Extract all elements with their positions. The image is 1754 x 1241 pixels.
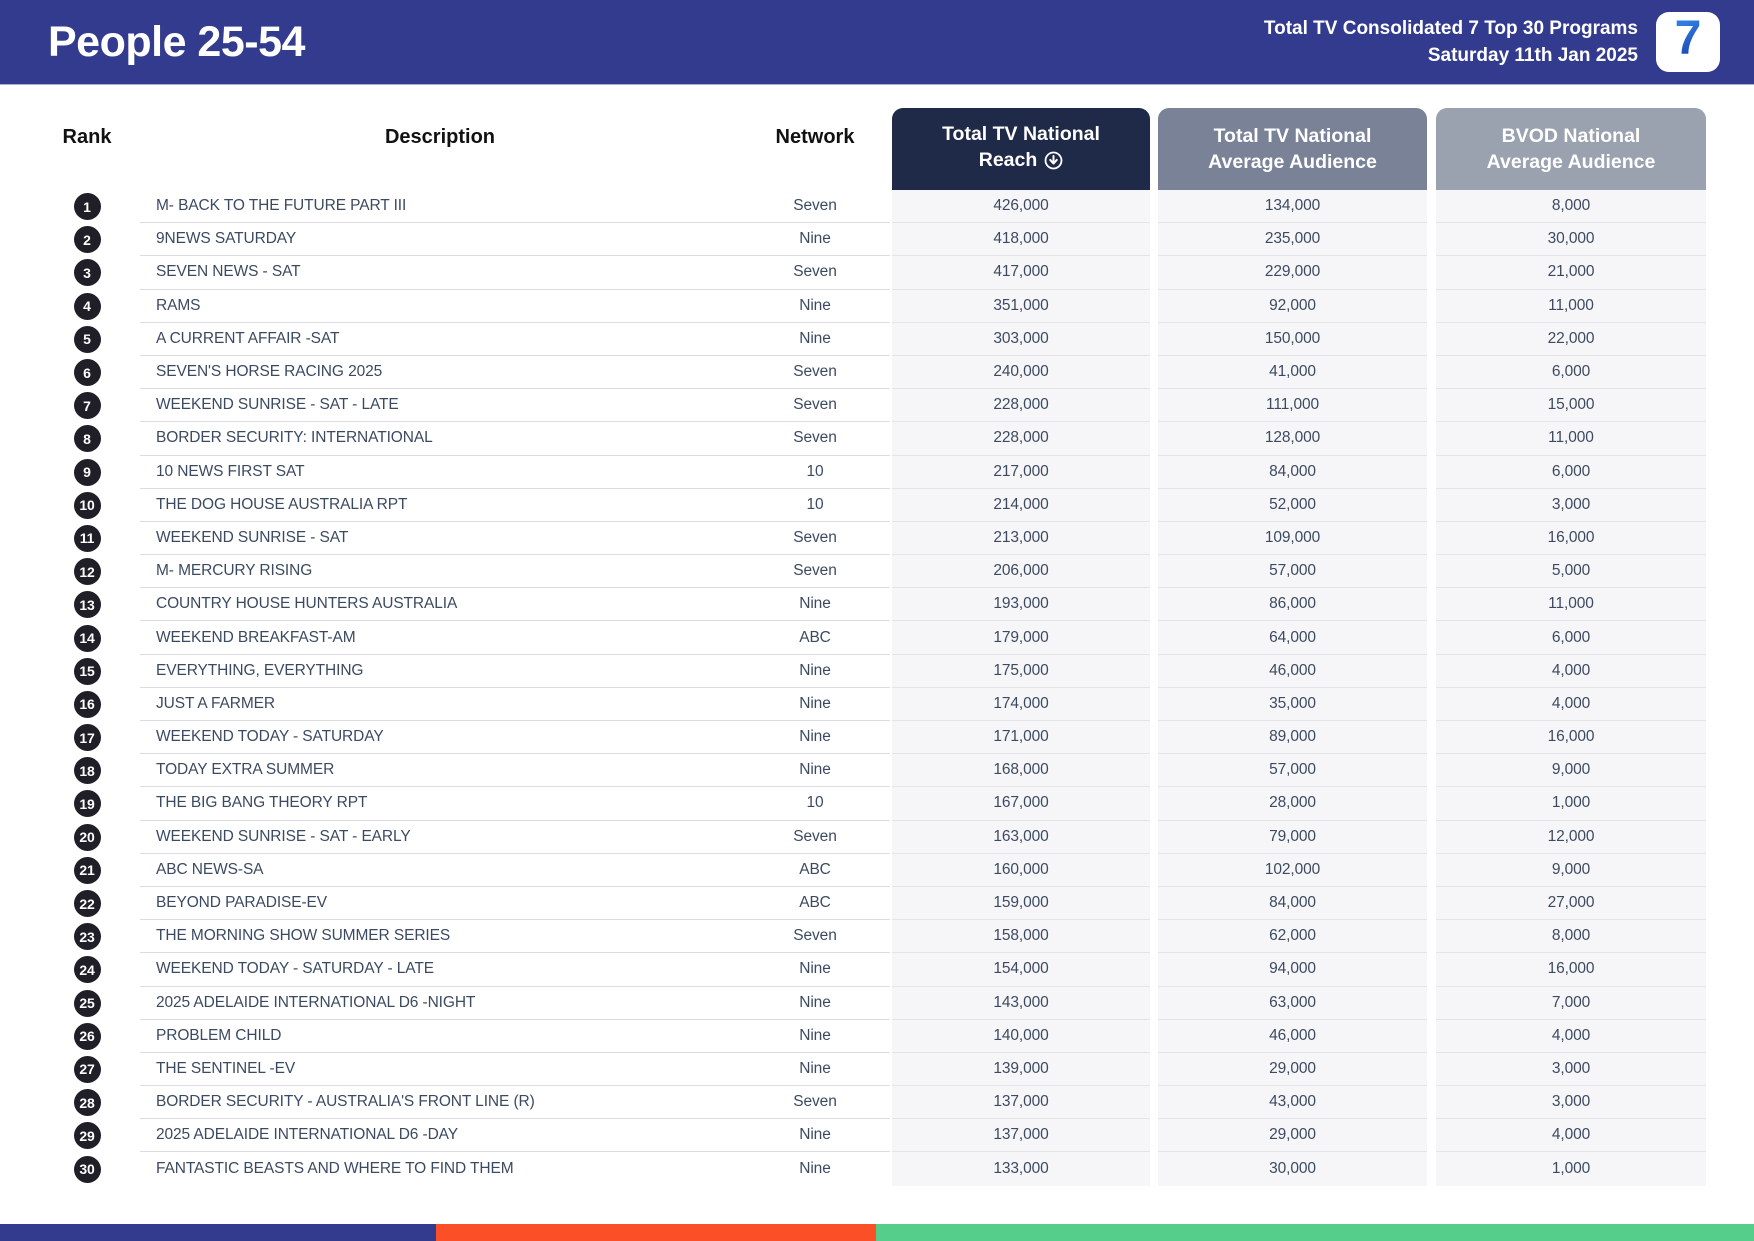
- table-row: [0, 223, 1754, 256]
- program-description: WEEKEND TODAY - SATURDAY - LATE: [140, 953, 740, 986]
- rank-cell: [0, 290, 140, 323]
- rank-cell: [0, 1119, 140, 1152]
- rank-cell: [0, 688, 140, 721]
- network-name: Nine: [740, 1020, 890, 1053]
- program-description: THE BIG BANG THEORY RPT: [140, 787, 740, 820]
- bvod-avg-value: 30,000: [1436, 223, 1706, 256]
- bvod-avg-value: 1,000: [1436, 787, 1706, 820]
- reach-value: 213,000: [892, 522, 1150, 555]
- column-header-rank: Rank: [62, 126, 112, 148]
- ttv-avg-value: 29,000: [1158, 1053, 1427, 1086]
- rank-badge: 12: [74, 558, 101, 585]
- table-row: [0, 920, 1754, 953]
- network-name: ABC: [740, 621, 890, 654]
- column-header-total-tv-average: [1158, 108, 1427, 190]
- rank-badge: 5: [74, 326, 101, 353]
- reach-value: 143,000: [892, 987, 1150, 1020]
- seven-network-logo: [1656, 12, 1720, 72]
- ttv-avg-value: 150,000: [1158, 323, 1427, 356]
- table-row: [0, 953, 1754, 986]
- program-description: JUST A FARMER: [140, 688, 740, 721]
- column-header-description: Description: [384, 126, 496, 148]
- footer-bar-orange-segment: [436, 1224, 876, 1241]
- rank-cell: [0, 821, 140, 854]
- table-row: [0, 555, 1754, 588]
- rank-cell: [0, 190, 140, 223]
- bvod-avg-value: 5,000: [1436, 555, 1706, 588]
- reach-value: 228,000: [892, 422, 1150, 455]
- reach-value: 240,000: [892, 356, 1150, 389]
- network-name: Nine: [740, 290, 890, 323]
- rank-badge: 30: [74, 1156, 101, 1183]
- ttv-avg-value: 62,000: [1158, 920, 1427, 953]
- reach-value: 139,000: [892, 1053, 1150, 1086]
- table-row: [0, 621, 1754, 654]
- rank-cell: [0, 323, 140, 356]
- rank-badge: 21: [74, 857, 101, 884]
- ttv-avg-value: 229,000: [1158, 256, 1427, 289]
- table-row: [0, 190, 1754, 223]
- program-description: SEVEN'S HORSE RACING 2025: [140, 356, 740, 389]
- bvod-avg-value: 11,000: [1436, 588, 1706, 621]
- reach-value: 417,000: [892, 256, 1150, 289]
- rank-cell: [0, 1053, 140, 1086]
- table-row: [0, 489, 1754, 522]
- reach-value: 171,000: [892, 721, 1150, 754]
- rank-badge: 19: [74, 790, 101, 817]
- reach-value: 217,000: [892, 456, 1150, 489]
- ttv-avg-value: 46,000: [1158, 655, 1427, 688]
- program-description: BEYOND PARADISE-EV: [140, 887, 740, 920]
- reach-value: 159,000: [892, 887, 1150, 920]
- bvod-avg-value: 4,000: [1436, 1119, 1706, 1152]
- bvod-avg-value: 4,000: [1436, 655, 1706, 688]
- network-name: Seven: [740, 356, 890, 389]
- program-description: EVERYTHING, EVERYTHING: [140, 655, 740, 688]
- bvod-avg-value: 15,000: [1436, 389, 1706, 422]
- bvod-avg-value: 21,000: [1436, 256, 1706, 289]
- rank-cell: [0, 953, 140, 986]
- program-description: FANTASTIC BEASTS AND WHERE TO FIND THEM: [156, 1160, 514, 1178]
- ttv-avg-value: 109,000: [1158, 522, 1427, 555]
- ttv-avg-value: 28,000: [1158, 787, 1427, 820]
- rank-badge: 11: [74, 525, 101, 552]
- rank-cell: [0, 655, 140, 688]
- rank-cell: [0, 920, 140, 953]
- network-name: Nine: [740, 655, 890, 688]
- network-name: Nine: [740, 987, 890, 1020]
- bvod-avg-value: 4,000: [1436, 1020, 1706, 1053]
- ttv-avg-value: 84,000: [1158, 456, 1427, 489]
- reach-value: 133,000: [892, 1152, 1150, 1185]
- table-body: [0, 190, 1754, 1186]
- rank-cell: [0, 256, 140, 289]
- rank-badge: 7: [74, 392, 101, 419]
- ttv-avg-value: 84,000: [1158, 887, 1427, 920]
- bvod-avg-value: 3,000: [1436, 1053, 1706, 1086]
- ttv-avg-value: 86,000: [1158, 588, 1427, 621]
- column-header-network: Network: [775, 126, 855, 148]
- program-description: BORDER SECURITY: INTERNATIONAL: [140, 422, 740, 455]
- ttv-avg-value: 43,000: [1158, 1086, 1427, 1119]
- ttv-avg-value: 29,000: [1158, 1119, 1427, 1152]
- reach-value: 174,000: [892, 688, 1150, 721]
- bvod-avg-value: 6,000: [1436, 621, 1706, 654]
- rank-badge: 23: [74, 923, 101, 950]
- network-name: Nine: [740, 323, 890, 356]
- ttv-avg-value: 57,000: [1158, 754, 1427, 787]
- table-row: [0, 522, 1754, 555]
- network-name: 10: [740, 787, 890, 820]
- table-row: [0, 323, 1754, 356]
- ttv-avg-value: 134,000: [1158, 190, 1427, 223]
- reach-header-line1: Total TV National: [942, 123, 1100, 145]
- circle-arrow-down-icon: [1044, 151, 1063, 177]
- column-header-bvod-average: [1436, 108, 1706, 190]
- program-description: 2025 ADELAIDE INTERNATIONAL D6 -DAY: [140, 1119, 740, 1152]
- network-name: Nine: [740, 1053, 890, 1086]
- rank-badge: 18: [74, 757, 101, 784]
- bvod-avg-value: 11,000: [1436, 422, 1706, 455]
- rank-cell: [0, 754, 140, 787]
- program-description: PROBLEM CHILD: [140, 1020, 740, 1053]
- rank-badge: 28: [74, 1089, 101, 1116]
- rank-badge: 26: [74, 1023, 101, 1050]
- footer-color-bar: [0, 1224, 1754, 1241]
- reach-value: 167,000: [892, 787, 1150, 820]
- ttv-avg-value: 79,000: [1158, 821, 1427, 854]
- bvod-header-line1: BVOD National: [1501, 125, 1641, 147]
- bvod-avg-value: 3,000: [1436, 489, 1706, 522]
- bvod-avg-value: 8,000: [1436, 190, 1706, 223]
- program-description: WEEKEND SUNRISE - SAT - EARLY: [140, 821, 740, 854]
- rank-badge: 3: [74, 259, 101, 286]
- rank-badge: 4: [74, 293, 101, 320]
- network-name: Nine: [740, 721, 890, 754]
- rank-badge: 17: [74, 724, 101, 751]
- ttv-avg-value: 64,000: [1158, 621, 1427, 654]
- footer-bar-green-segment: [876, 1224, 1754, 1241]
- reach-value: 206,000: [892, 555, 1150, 588]
- table-row: [0, 256, 1754, 289]
- rank-cell: [0, 522, 140, 555]
- reach-value: 228,000: [892, 389, 1150, 422]
- bvod-avg-value: 9,000: [1436, 854, 1706, 887]
- rank-badge: 1: [74, 193, 101, 220]
- bvod-avg-value: 8,000: [1436, 920, 1706, 953]
- program-description: 9NEWS SATURDAY: [140, 223, 740, 256]
- rank-cell: [0, 223, 140, 256]
- network-name: Seven: [740, 522, 890, 555]
- ttv-avg-value: 94,000: [1158, 953, 1427, 986]
- bvod-header-line2: Average Audience: [1486, 151, 1656, 173]
- rank-badge: 8: [74, 425, 101, 452]
- table-row: [0, 754, 1754, 787]
- network-name: Nine: [740, 1119, 890, 1152]
- rank-badge: 20: [74, 824, 101, 851]
- program-description: WEEKEND SUNRISE - SAT: [140, 522, 740, 555]
- rank-cell: [0, 854, 140, 887]
- ttv-header-line1: Total TV National: [1213, 125, 1372, 147]
- rank-cell: [0, 1086, 140, 1119]
- page-title: People 25-54: [48, 17, 305, 66]
- rank-badge: 25: [74, 990, 101, 1017]
- program-description: M- BACK TO THE FUTURE PART III: [140, 190, 740, 223]
- ttv-avg-value: 41,000: [1158, 356, 1427, 389]
- program-description: WEEKEND TODAY - SATURDAY: [140, 721, 740, 754]
- table-row: [0, 1152, 1754, 1185]
- rank-cell: [0, 987, 140, 1020]
- report-subtitle-line2: Saturday 11th Jan 2025: [1427, 45, 1638, 66]
- rank-cell: [0, 721, 140, 754]
- rank-badge: 15: [74, 658, 101, 685]
- footer-bar-blue-segment: [0, 1224, 436, 1241]
- network-name: Seven: [740, 821, 890, 854]
- network-name: Nine: [740, 953, 890, 986]
- reach-value: 175,000: [892, 655, 1150, 688]
- ttv-avg-value: 111,000: [1158, 389, 1427, 422]
- rank-cell: [0, 1020, 140, 1053]
- network-name: 10: [740, 489, 890, 522]
- column-header-total-tv-reach[interactable]: [892, 108, 1150, 190]
- rank-cell: [0, 621, 140, 654]
- network-name: Seven: [740, 555, 890, 588]
- reach-value: 351,000: [892, 290, 1150, 323]
- ttv-avg-value: 35,000: [1158, 688, 1427, 721]
- bvod-avg-value: 6,000: [1436, 356, 1706, 389]
- program-description: RAMS: [140, 290, 740, 323]
- program-description: THE DOG HOUSE AUSTRALIA RPT: [140, 489, 740, 522]
- table-row: [0, 389, 1754, 422]
- rank-badge: 6: [74, 359, 101, 386]
- rank-cell: [0, 1152, 140, 1185]
- bvod-avg-value: 3,000: [1436, 1086, 1706, 1119]
- network-name: Seven: [740, 920, 890, 953]
- table-row: [0, 655, 1754, 688]
- table-row: [0, 456, 1754, 489]
- network-name: Nine: [740, 223, 890, 256]
- bvod-avg-value: 7,000: [1436, 987, 1706, 1020]
- network-name: Seven: [740, 389, 890, 422]
- program-description: THE SENTINEL -EV: [140, 1053, 740, 1086]
- report-subtitle-line1: Total TV Consolidated 7 Top 30 Programs: [1263, 18, 1638, 39]
- reach-value: 168,000: [892, 754, 1150, 787]
- reach-value: 303,000: [892, 323, 1150, 356]
- rank-badge: 24: [74, 956, 101, 983]
- rank-cell: [0, 456, 140, 489]
- rank-cell: [0, 389, 140, 422]
- reach-header-line2: Reach: [979, 147, 1064, 177]
- bvod-avg-value: 11,000: [1436, 290, 1706, 323]
- program-description: ABC NEWS-SA: [140, 854, 740, 887]
- program-description: 2025 ADELAIDE INTERNATIONAL D6 -NIGHT: [140, 987, 740, 1020]
- network-name: 10: [740, 456, 890, 489]
- rank-cell: [0, 422, 140, 455]
- reach-value: 137,000: [892, 1119, 1150, 1152]
- ttv-avg-value: 92,000: [1158, 290, 1427, 323]
- reach-value: 193,000: [892, 588, 1150, 621]
- program-description: WEEKEND SUNRISE - SAT - LATE: [140, 389, 740, 422]
- ttv-avg-value: 89,000: [1158, 721, 1427, 754]
- reach-value: 154,000: [892, 953, 1150, 986]
- rank-cell: [0, 555, 140, 588]
- table-row: [0, 887, 1754, 920]
- ttv-avg-value: 63,000: [1158, 987, 1427, 1020]
- network-name: Seven: [740, 190, 890, 223]
- reach-value: 426,000: [892, 190, 1150, 223]
- rank-cell: [0, 588, 140, 621]
- rank-cell: [0, 887, 140, 920]
- reach-value: 158,000: [892, 920, 1150, 953]
- ttv-avg-value: 30,000: [1158, 1152, 1427, 1185]
- bvod-avg-value: 16,000: [1436, 953, 1706, 986]
- table-row: [0, 721, 1754, 754]
- program-description: 10 NEWS FIRST SAT: [140, 456, 740, 489]
- network-name: ABC: [740, 854, 890, 887]
- rank-badge: 9: [74, 459, 101, 486]
- program-description: COUNTRY HOUSE HUNTERS AUSTRALIA: [140, 588, 740, 621]
- bvod-avg-value: 12,000: [1436, 821, 1706, 854]
- network-name: Seven: [740, 256, 890, 289]
- network-name: ABC: [740, 887, 890, 920]
- rank-badge: 2: [74, 226, 101, 253]
- table-row: [0, 1119, 1754, 1152]
- bvod-avg-value: 22,000: [1436, 323, 1706, 356]
- program-description: BORDER SECURITY - AUSTRALIA'S FRONT LINE (R): [140, 1086, 740, 1119]
- table-header: [0, 85, 1754, 190]
- table-row: [0, 588, 1754, 621]
- network-name: Seven: [740, 1086, 890, 1119]
- program-description: THE MORNING SHOW SUMMER SERIES: [140, 920, 740, 953]
- table-row: [0, 854, 1754, 887]
- program-description: WEEKEND BREAKFAST-AM: [140, 621, 740, 654]
- reach-value: 140,000: [892, 1020, 1150, 1053]
- ttv-avg-value: 46,000: [1158, 1020, 1427, 1053]
- bvod-avg-value: 27,000: [1436, 887, 1706, 920]
- reach-value: 214,000: [892, 489, 1150, 522]
- ttv-avg-value: 102,000: [1158, 854, 1427, 887]
- program-description: TODAY EXTRA SUMMER: [140, 754, 740, 787]
- table-row: [0, 422, 1754, 455]
- program-description: SEVEN NEWS - SAT: [140, 256, 740, 289]
- ttv-avg-value: 52,000: [1158, 489, 1427, 522]
- bvod-avg-value: 16,000: [1436, 721, 1706, 754]
- reach-value: 163,000: [892, 821, 1150, 854]
- table-row: [0, 987, 1754, 1020]
- ttv-avg-value: 57,000: [1158, 555, 1427, 588]
- rank-badge: 14: [74, 625, 101, 652]
- seven-logo-glyph: 7: [1675, 15, 1702, 69]
- rank-badge: 10: [74, 492, 101, 519]
- rank-badge: 16: [74, 691, 101, 718]
- table-row: [0, 688, 1754, 721]
- table-row: [0, 821, 1754, 854]
- table-row: [0, 787, 1754, 820]
- reach-value: 160,000: [892, 854, 1150, 887]
- network-name: Seven: [740, 422, 890, 455]
- table-row: [0, 1053, 1754, 1086]
- reach-value: 137,000: [892, 1086, 1150, 1119]
- bvod-avg-value: 1,000: [1436, 1152, 1706, 1185]
- table-row: [0, 290, 1754, 323]
- table-row: [0, 1086, 1754, 1119]
- bvod-avg-value: 9,000: [1436, 754, 1706, 787]
- program-description: M- MERCURY RISING: [140, 555, 740, 588]
- rank-badge: 13: [74, 591, 101, 618]
- rank-cell: [0, 356, 140, 389]
- network-name: Nine: [740, 754, 890, 787]
- bvod-avg-value: 4,000: [1436, 688, 1706, 721]
- table-row: [0, 356, 1754, 389]
- ttv-avg-value: 128,000: [1158, 422, 1427, 455]
- title-banner: [0, 0, 1754, 85]
- rank-cell: [0, 489, 140, 522]
- report-subtitle: [1264, 15, 1638, 69]
- table-row: [0, 1020, 1754, 1053]
- network-name: Nine: [740, 588, 890, 621]
- rank-cell: [0, 787, 140, 820]
- bvod-avg-value: 16,000: [1436, 522, 1706, 555]
- network-name: Nine: [740, 688, 890, 721]
- reach-value: 179,000: [892, 621, 1150, 654]
- bvod-avg-value: 6,000: [1436, 456, 1706, 489]
- rank-badge: 29: [74, 1122, 101, 1149]
- program-description: A CURRENT AFFAIR -SAT: [140, 323, 740, 356]
- rank-badge: 22: [74, 890, 101, 917]
- network-name: Nine: [799, 1160, 831, 1178]
- reach-value: 418,000: [892, 223, 1150, 256]
- ttv-header-line2: Average Audience: [1208, 151, 1377, 173]
- ttv-avg-value: 235,000: [1158, 223, 1427, 256]
- rank-badge: 27: [74, 1056, 101, 1083]
